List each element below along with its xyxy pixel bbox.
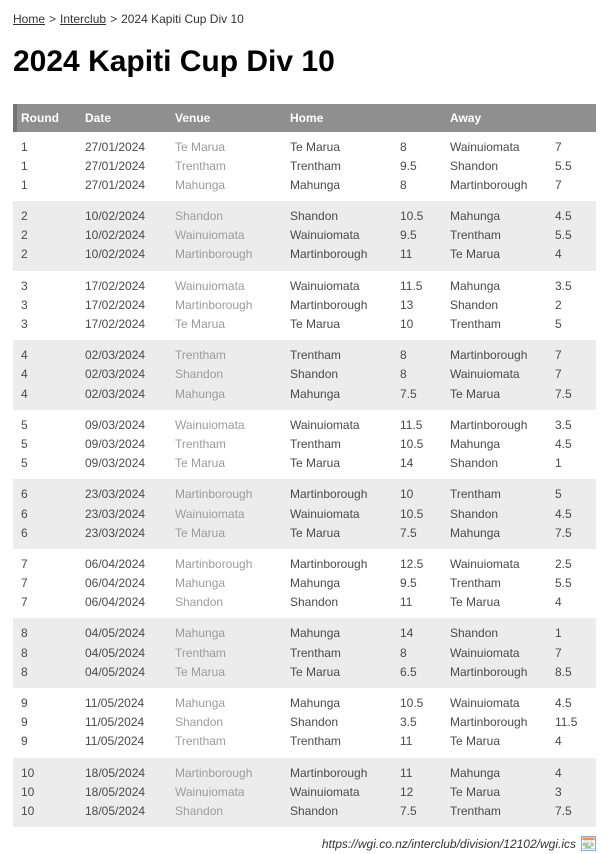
round-group-9: [13, 688, 596, 758]
home-score-cell: 8: [400, 348, 407, 363]
venue-cell: Trentham: [175, 348, 226, 363]
date-cell: 04/05/2024: [85, 645, 146, 660]
home-score-cell: 9.5: [400, 576, 417, 591]
breadcrumb-separator: >: [110, 12, 118, 26]
away-score-cell: 4.5: [555, 696, 572, 710]
date-cell: 02/03/2024: [85, 386, 146, 401]
home-score-cell: 10: [400, 487, 414, 502]
venue-cell: Te Marua: [175, 664, 226, 679]
home-team-cell: Trentham: [290, 734, 341, 749]
away-score-cell: 4: [555, 734, 562, 749]
round-cell: 6: [21, 525, 28, 540]
away-score-cell: 4: [555, 765, 562, 780]
home-team-cell: Wainuiomata: [290, 417, 360, 432]
away-team-cell: Trentham: [450, 317, 501, 331]
venue-cell: Shandon: [175, 595, 224, 610]
home-score-cell: 10.5: [400, 506, 424, 521]
away-score-cell: 7: [555, 139, 562, 154]
date-cell: 02/03/2024: [85, 348, 146, 363]
date-cell: 04/05/2024: [85, 626, 146, 641]
home-team-cell: Shandon: [290, 803, 339, 818]
venue-cell: Te Marua: [175, 139, 226, 154]
home-score-cell: 10.5: [400, 436, 424, 451]
date-cell: 11/05/2024: [85, 734, 145, 749]
away-team-cell: Martinborough: [450, 664, 528, 679]
date-cell: 27/01/2024: [85, 177, 146, 192]
venue-cell: Te Marua: [175, 317, 226, 331]
home-score-cell: 8: [400, 139, 407, 154]
home-team-cell: Trentham: [290, 158, 341, 173]
away-team-cell: Mahunga: [450, 436, 501, 451]
fixture-row: [13, 688, 596, 713]
fixture-row: [13, 732, 596, 757]
date-cell: 23/03/2024: [85, 506, 146, 521]
round-cell: 4: [21, 348, 28, 363]
fixture-row: [13, 365, 596, 384]
round-cell: 3: [21, 297, 28, 312]
home-team-cell: Mahunga: [290, 626, 341, 641]
away-team-cell: Shandon: [450, 297, 499, 312]
home-team-cell: Te Marua: [290, 317, 341, 331]
fixture-row: [13, 340, 596, 365]
venue-cell: Te Marua: [175, 525, 226, 540]
header-home: Home: [282, 104, 392, 132]
home-team-cell: Wainuiomata: [290, 506, 360, 521]
home-team-cell: Martinborough: [290, 297, 368, 312]
home-score-cell: 10.5: [400, 209, 424, 224]
fixture-row: [13, 176, 596, 201]
home-score-cell: 11: [400, 734, 413, 749]
home-score-cell: 6.5: [400, 664, 417, 679]
home-team-cell: Wainuiomata: [290, 228, 360, 243]
round-cell: 8: [21, 664, 28, 679]
away-team-cell: Mahunga: [450, 209, 501, 224]
away-score-cell: 7.5: [555, 803, 572, 818]
venue-cell: Trentham: [175, 645, 226, 660]
round-group-1: [13, 132, 596, 202]
away-team-cell: Martinborough: [450, 715, 528, 730]
away-score-cell: 5: [555, 317, 562, 331]
ics-url-text[interactable]: https://wgi.co.nz/interclub/division/12102/wgi.ics: [321, 836, 576, 851]
home-team-cell: Mahunga: [290, 177, 341, 192]
home-score-cell: 11.5: [400, 417, 423, 432]
venue-cell: Mahunga: [175, 576, 226, 591]
date-cell: 27/01/2024: [85, 139, 146, 154]
away-score-cell: 7: [555, 348, 562, 363]
page-title: 2024 Kapiti Cup Div 10: [13, 45, 335, 78]
fixture-row: [13, 802, 596, 827]
venue-cell: Mahunga: [175, 386, 226, 401]
home-score-cell: 8: [400, 367, 407, 382]
round-group-8: [13, 618, 596, 688]
round-cell: 6: [21, 506, 28, 521]
round-group-4: [13, 340, 596, 410]
home-score-cell: 10.5: [400, 696, 424, 710]
home-team-cell: Te Marua: [290, 525, 341, 540]
fixtures-table: [13, 104, 596, 828]
away-score-cell: 5: [555, 487, 562, 502]
home-team-cell: Shandon: [290, 715, 339, 730]
date-cell: 17/02/2024: [85, 278, 146, 293]
home-team-cell: Shandon: [290, 595, 339, 610]
round-cell: 1: [21, 177, 28, 192]
fixture-row: [13, 593, 596, 618]
round-group-7: [13, 549, 596, 619]
away-team-cell: Shandon: [450, 626, 499, 641]
home-team-cell: Mahunga: [290, 386, 341, 401]
away-team-cell: Martinborough: [450, 417, 528, 432]
away-score-cell: 1: [555, 456, 562, 471]
fixture-row: [13, 574, 596, 593]
away-score-cell: 4: [555, 595, 562, 610]
round-group-3: [13, 271, 596, 341]
fixture-row: [13, 783, 596, 802]
date-cell: 18/05/2024: [85, 784, 146, 799]
away-team-cell: Mahunga: [450, 278, 501, 293]
away-score-cell: 4: [555, 247, 562, 262]
header-venue: Venue: [167, 104, 282, 132]
away-team-cell: Te Marua: [450, 247, 501, 262]
away-score-cell: 2: [555, 297, 562, 312]
breadcrumb-link-interclub[interactable]: Interclub: [60, 12, 107, 26]
venue-cell: Wainuiomata: [175, 506, 245, 521]
home-team-cell: Wainuiomata: [290, 278, 360, 293]
round-cell: 2: [21, 247, 28, 262]
away-score-cell: 5.5: [555, 228, 572, 243]
home-team-cell: Trentham: [290, 348, 341, 363]
away-team-cell: Trentham: [450, 228, 501, 243]
ics-footer: [13, 836, 596, 851]
date-cell: 23/03/2024: [85, 487, 146, 502]
away-team-cell: Wainuiomata: [450, 696, 520, 710]
venue-cell: Te Marua: [175, 456, 226, 471]
date-cell: 18/05/2024: [85, 765, 146, 780]
away-score-cell: 3.5: [555, 278, 572, 293]
away-team-cell: Shandon: [450, 506, 499, 521]
header-away-score: [547, 104, 596, 132]
date-cell: 09/03/2024: [85, 417, 146, 432]
round-cell: 4: [21, 367, 28, 382]
home-score-cell: 7.5: [400, 525, 417, 540]
away-score-cell: 1: [555, 626, 562, 641]
venue-cell: Shandon: [175, 715, 224, 730]
venue-cell: Martinborough: [175, 297, 253, 312]
home-score-cell: 7.5: [400, 386, 417, 401]
away-score-cell: 7: [555, 367, 562, 382]
header-away: Away: [442, 104, 547, 132]
venue-cell: Wainuiomata: [175, 417, 245, 432]
date-cell: 17/02/2024: [85, 317, 146, 331]
date-cell: 09/03/2024: [85, 436, 146, 451]
home-score-cell: 7.5: [400, 803, 417, 818]
home-score-cell: 12.5: [400, 556, 424, 571]
round-cell: 1: [21, 139, 28, 154]
home-team-cell: Shandon: [290, 367, 339, 382]
fixture-row: [13, 201, 596, 226]
away-team-cell: Martinborough: [450, 177, 528, 192]
fixture-row: [13, 132, 596, 157]
away-team-cell: Te Marua: [450, 734, 501, 749]
fixture-row: [13, 245, 596, 270]
header-round: Round: [13, 104, 77, 132]
away-team-cell: Wainuiomata: [450, 556, 520, 571]
venue-cell: Trentham: [175, 158, 226, 173]
home-score-cell: 8: [400, 177, 407, 192]
breadcrumb-separator: >: [49, 12, 57, 26]
venue-cell: Trentham: [175, 436, 226, 451]
date-cell: 06/04/2024: [85, 556, 146, 571]
home-team-cell: Wainuiomata: [290, 784, 360, 799]
date-cell: 04/05/2024: [85, 664, 146, 679]
away-team-cell: Trentham: [450, 576, 501, 591]
round-cell: 10: [21, 784, 35, 799]
date-cell: 10/02/2024: [85, 247, 146, 262]
away-score-cell: 4.5: [555, 209, 572, 224]
venue-cell: Wainuiomata: [175, 278, 245, 293]
away-team-cell: Te Marua: [450, 595, 501, 610]
away-team-cell: Shandon: [450, 456, 499, 471]
round-cell: 3: [21, 317, 28, 331]
fixture-row: [13, 157, 596, 176]
header-home-score: [392, 104, 442, 132]
away-score-cell: 4.5: [555, 506, 572, 521]
round-cell: 8: [21, 626, 28, 641]
venue-cell: Shandon: [175, 803, 224, 818]
fixture-row: [13, 618, 596, 643]
fixture-row: [13, 663, 596, 688]
fixture-row: [13, 479, 596, 504]
round-cell: 9: [21, 715, 28, 730]
home-team-cell: Martinborough: [290, 765, 368, 780]
fixture-row: [13, 524, 596, 549]
calendar-icon[interactable]: [581, 836, 596, 851]
round-cell: 3: [21, 278, 28, 293]
round-cell: 5: [21, 436, 28, 451]
round-cell: 7: [21, 556, 28, 571]
date-cell: 11/05/2024: [85, 715, 145, 730]
home-team-cell: Mahunga: [290, 576, 341, 591]
round-cell: 7: [21, 576, 28, 591]
date-cell: 10/02/2024: [85, 228, 146, 243]
round-cell: 2: [21, 228, 28, 243]
table-header-row: [13, 104, 596, 132]
venue-cell: Mahunga: [175, 696, 226, 710]
fixture-row: [13, 454, 596, 479]
fixture-row: [13, 315, 596, 340]
fixture-row: [13, 505, 596, 524]
round-group-5: [13, 410, 596, 480]
home-score-cell: 8: [400, 645, 407, 660]
away-team-cell: Te Marua: [450, 386, 501, 401]
venue-cell: Shandon: [175, 209, 224, 224]
fixture-row: [13, 271, 596, 296]
fixture-row: [13, 644, 596, 663]
header-date: Date: [77, 104, 167, 132]
date-cell: 27/01/2024: [85, 158, 146, 173]
away-team-cell: Wainuiomata: [450, 645, 520, 660]
home-score-cell: 12: [400, 784, 414, 799]
round-cell: 10: [21, 803, 35, 818]
away-team-cell: Martinborough: [450, 348, 528, 363]
venue-cell: Martinborough: [175, 487, 253, 502]
home-score-cell: 10: [400, 317, 414, 331]
date-cell: 10/02/2024: [85, 209, 146, 224]
home-team-cell: Te Marua: [290, 456, 341, 471]
round-cell: 5: [21, 417, 28, 432]
home-team-cell: Martinborough: [290, 487, 368, 502]
venue-cell: Shandon: [175, 367, 224, 382]
venue-cell: Trentham: [175, 734, 226, 749]
away-score-cell: 5.5: [555, 158, 572, 173]
fixture-row: [13, 713, 596, 732]
round-cell: 6: [21, 487, 28, 502]
away-score-cell: 8.5: [555, 664, 572, 679]
home-score-cell: 11: [400, 595, 413, 610]
away-team-cell: Trentham: [450, 803, 501, 818]
round-cell: 2: [21, 209, 28, 224]
home-team-cell: Te Marua: [290, 139, 341, 154]
away-team-cell: Wainuiomata: [450, 367, 520, 382]
fixture-row: [13, 549, 596, 574]
away-score-cell: 5.5: [555, 576, 572, 591]
round-cell: 7: [21, 595, 28, 610]
away-team-cell: Wainuiomata: [450, 139, 520, 154]
round-group-6: [13, 479, 596, 549]
away-team-cell: Mahunga: [450, 525, 501, 540]
breadcrumb: [13, 0, 596, 26]
fixture-row: [13, 296, 596, 315]
away-score-cell: 3: [555, 784, 562, 799]
venue-cell: Mahunga: [175, 626, 226, 641]
home-score-cell: 9.5: [400, 228, 417, 243]
away-score-cell: 2.5: [555, 556, 572, 571]
home-team-cell: Trentham: [290, 645, 341, 660]
fixture-row: [13, 410, 596, 435]
away-score-cell: 4.5: [555, 436, 572, 451]
round-cell: 9: [21, 734, 28, 749]
away-score-cell: 7.5: [555, 386, 572, 401]
home-team-cell: Trentham: [290, 436, 341, 451]
date-cell: 02/03/2024: [85, 367, 146, 382]
fixture-row: [13, 758, 596, 783]
date-cell: 06/04/2024: [85, 595, 146, 610]
away-team-cell: Mahunga: [450, 765, 501, 780]
home-team-cell: Te Marua: [290, 664, 341, 679]
home-team-cell: Martinborough: [290, 247, 368, 262]
away-team-cell: Shandon: [450, 158, 499, 173]
home-score-cell: 3.5: [400, 715, 417, 730]
fixture-row: [13, 385, 596, 410]
venue-cell: Martinborough: [175, 247, 253, 262]
away-score-cell: 7: [555, 177, 562, 192]
breadcrumb-link-home[interactable]: Home: [13, 12, 46, 26]
venue-cell: Wainuiomata: [175, 228, 245, 243]
home-team-cell: Mahunga: [290, 696, 341, 710]
home-team-cell: Shandon: [290, 209, 339, 224]
away-team-cell: Trentham: [450, 487, 501, 502]
fixture-row: [13, 435, 596, 454]
away-score-cell: 11.5: [555, 715, 578, 730]
home-score-cell: 14: [400, 626, 414, 641]
venue-cell: Martinborough: [175, 556, 253, 571]
away-team-cell: Te Marua: [450, 784, 501, 799]
home-score-cell: 11.5: [400, 278, 423, 293]
date-cell: 18/05/2024: [85, 803, 146, 818]
home-score-cell: 11: [400, 765, 413, 780]
away-score-cell: 3.5: [555, 417, 572, 432]
venue-cell: Mahunga: [175, 177, 226, 192]
round-cell: 8: [21, 645, 28, 660]
date-cell: 23/03/2024: [85, 525, 146, 540]
date-cell: 06/04/2024: [85, 576, 146, 591]
round-cell: 4: [21, 386, 28, 401]
round-group-2: [13, 201, 596, 271]
venue-cell: Wainuiomata: [175, 784, 245, 799]
home-score-cell: 9.5: [400, 158, 417, 173]
round-cell: 1: [21, 158, 28, 173]
round-cell: 10: [21, 765, 35, 780]
away-score-cell: 7: [555, 645, 562, 660]
round-cell: 9: [21, 696, 28, 710]
venue-cell: Martinborough: [175, 765, 253, 780]
home-score-cell: 11: [400, 247, 413, 262]
home-score-cell: 14: [400, 456, 414, 471]
home-team-cell: Martinborough: [290, 556, 368, 571]
breadcrumb-current: 2024 Kapiti Cup Div 10: [121, 12, 244, 26]
round-group-10: [13, 758, 596, 828]
home-score-cell: 13: [400, 297, 414, 312]
fixture-row: [13, 226, 596, 245]
date-cell: 09/03/2024: [85, 456, 146, 471]
date-cell: 17/02/2024: [85, 297, 146, 312]
round-cell: 5: [21, 456, 28, 471]
away-score-cell: 7.5: [555, 525, 572, 540]
date-cell: 11/05/2024: [85, 696, 145, 710]
